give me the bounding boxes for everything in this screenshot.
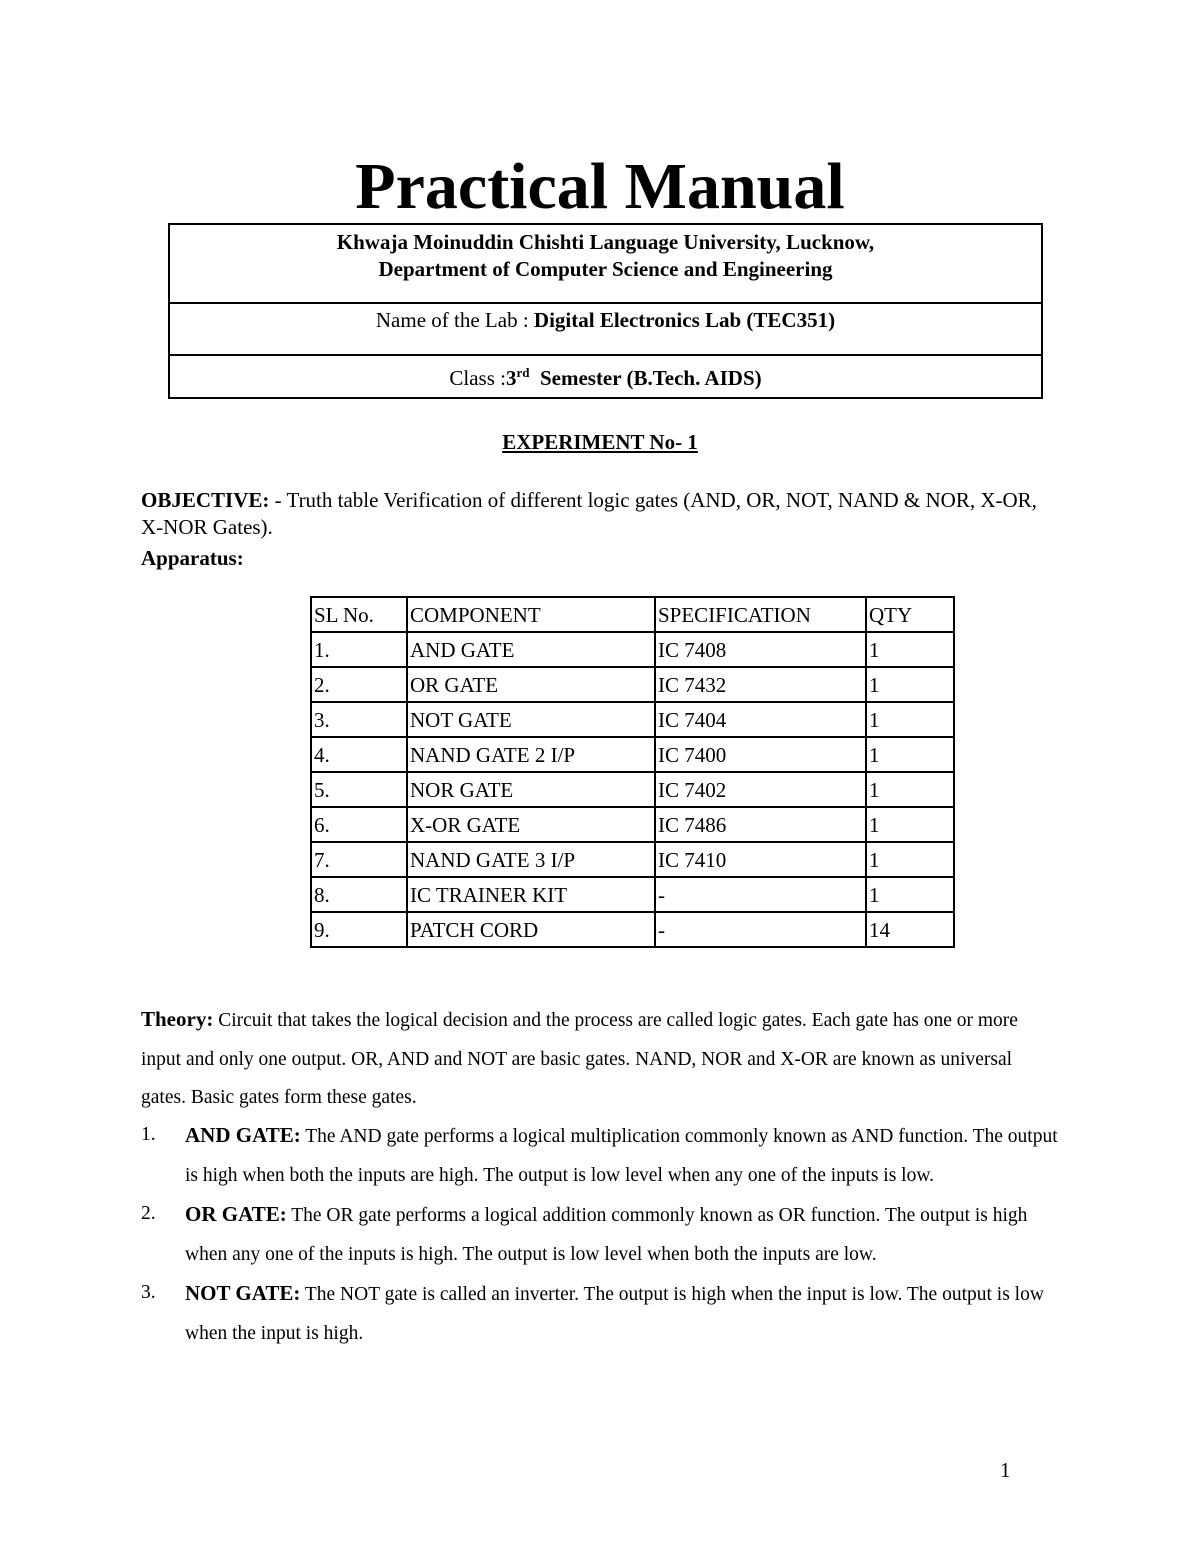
list-item-number: 1. [141,1124,156,1145]
cell-sl-no: 7. [311,842,407,877]
cell-specification: IC 7486 [655,807,866,842]
components-table [310,596,955,948]
cell-sl-no: 5. [311,772,407,807]
university-name: Khwaja Moinuddin Chishti Language University, Lucknow, [336,230,875,254]
theory-text: Circuit that takes the logical decision and the process are called logic gates. Each gate has one or more input and only one output. OR, AND and NOT are basic gates. NAND, NOR and X-OR are known as universal gates. Basic gates form these gates. [141,1010,1018,1108]
cell-sl-no: 6. [311,807,407,842]
header-cell-component: COMPONENT [407,597,655,632]
cell-qty: 1 [866,842,954,877]
gate-name: NOT GATE: [185,1281,301,1305]
theory-paragraph [141,1000,1061,1118]
experiment-heading: EXPERIMENT No- 1 [502,430,698,454]
gate-list [141,1116,1071,1353]
cell-sl-no: 9. [311,912,407,947]
gate-description: The AND gate performs a logical multiplication commonly known as AND function. The output is high when both the inputs are high. The output is low level when any one of the inputs is low. [185,1126,1058,1186]
cell-component: NOT GATE [407,702,655,737]
header-class-row [170,356,1041,401]
list-item-number: 3. [141,1282,156,1303]
list-item [141,1116,1071,1195]
table-row [311,772,954,807]
lab-label: Name of the Lab : [375,308,534,332]
cell-component: PATCH CORD [407,912,655,947]
class-label: Class : [449,366,506,390]
table-row [311,807,954,842]
cell-sl-no: 3. [311,702,407,737]
objective-paragraph [141,487,1041,541]
table-header-row [311,597,954,632]
cell-specification: IC 7404 [655,702,866,737]
cell-specification: - [655,912,866,947]
class-number: 3 [505,366,517,390]
cell-component: AND GATE [407,632,655,667]
lab-name: Digital Electronics Lab (TEC351) [533,308,836,332]
cell-qty: 1 [866,737,954,772]
table-row [311,877,954,912]
gate-description: The NOT gate is called an inverter. The output is high when the input is low. The output is low when the input is high. [185,1284,1044,1344]
cell-qty: 1 [866,877,954,912]
class-rest: Semester (B.Tech. AIDS) [539,366,762,390]
cell-qty: 1 [866,632,954,667]
cell-specification: IC 7410 [655,842,866,877]
gate-name: OR GATE: [185,1202,287,1226]
cell-specification: IC 7402 [655,772,866,807]
cell-qty: 1 [866,667,954,702]
cell-component: NAND GATE 2 I/P [407,737,655,772]
apparatus-heading: Apparatus: [141,546,244,570]
cell-qty: 1 [866,702,954,737]
theory-label: Theory: [141,1007,214,1031]
table-row [311,702,954,737]
list-item [141,1195,1071,1274]
header-cell-sl: SL No. [311,597,407,632]
department-name: Department of Computer Science and Engineering [378,257,833,281]
cell-specification: IC 7400 [655,737,866,772]
cell-component: NOR GATE [407,772,655,807]
cell-qty: 1 [866,772,954,807]
cell-qty: 14 [866,912,954,947]
cell-sl-no: 8. [311,877,407,912]
header-university-row [170,225,1041,304]
cell-component: NAND GATE 3 I/P [407,842,655,877]
list-item [141,1274,1071,1353]
table-row [311,737,954,772]
table-row [311,667,954,702]
document-title: Practical Manual [355,150,845,223]
cell-specification: IC 7408 [655,632,866,667]
objective-label: OBJECTIVE: [141,488,270,512]
list-item-number: 2. [141,1203,156,1224]
gate-description: The OR gate performs a logical addition commonly known as OR function. The output is high when any one of the inputs is high. The output is low level when both the inputs are low. [185,1205,1028,1265]
cell-sl-no: 4. [311,737,407,772]
header-box [168,223,1043,399]
cell-specification: IC 7432 [655,667,866,702]
table-row [311,842,954,877]
cell-component: OR GATE [407,667,655,702]
cell-component: IC TRAINER KIT [407,877,655,912]
class-suffix: rd [516,365,530,380]
page-number: 1 [1000,1458,1011,1482]
header-cell-specification: SPECIFICATION [655,597,866,632]
cell-sl-no: 2. [311,667,407,702]
gate-name: AND GATE: [185,1123,301,1147]
cell-component: X-OR GATE [407,807,655,842]
cell-specification: - [655,877,866,912]
cell-qty: 1 [866,807,954,842]
objective-text: - Truth table Verification of different logic gates (AND, OR, NOT, NAND & NOR, X-OR, X-NOR Gates). [141,488,1037,539]
cell-sl-no: 1. [311,632,407,667]
table-row [311,912,954,947]
header-cell-qty: QTY [866,597,954,632]
table-row [311,632,954,667]
header-lab-row [170,304,1041,356]
